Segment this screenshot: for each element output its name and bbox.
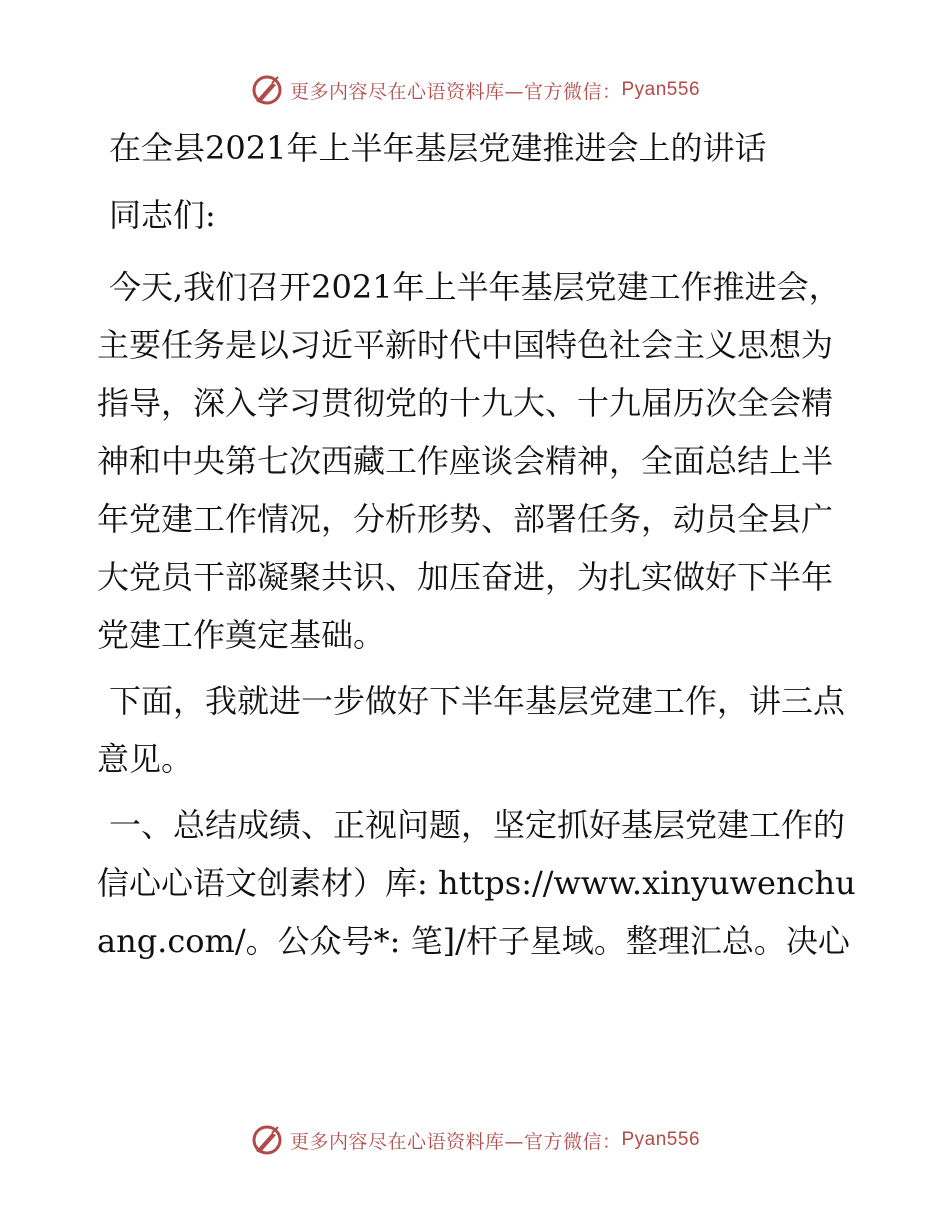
greeting: 同志们: <box>109 196 216 234</box>
document-title: 在全县2021年上半年基层党建推进会上的讲话 <box>109 129 767 167</box>
paragraph-outline: 下面，我就进一步做好下半年基层党建工作，讲三点意见。 <box>97 682 846 778</box>
paragraph-section-one: 一、总结成绩、正视问题，坚定抓好基层党建工作的信心心语文创素材）库: https://www.xinyuwenchuang.com/。公众号*: 笔]/杆子星域。整理汇总。决心 <box>97 806 856 960</box>
footer-watermark <box>0 1120 950 1160</box>
watermark-text: 更多内容尽在心语资料库—官方微信： <box>289 80 622 103</box>
pen-logo-icon <box>250 1123 284 1157</box>
paragraph-intro: 今天,我们召开2021年上半年基层党建工作推进会，主要任务是以习近平新时代中国特色社会主义思想为指导，深入学习贯彻党的十九大、十九届历次全会精神和中央第七次西藏工作座谈会精神，全面总结上半年党建工作情况，分析形势、部署任务，动员全县广大党员干部凝聚共识、加压奋进，为扎实做好下半年党建工作奠定基础。 <box>97 268 841 654</box>
pen-logo-icon <box>250 73 284 107</box>
wechat-id: Pyan556 <box>621 1129 701 1150</box>
header-watermark <box>0 70 950 110</box>
watermark-text: 更多内容尽在心语资料库—官方微信： <box>289 1130 622 1153</box>
document-body <box>97 122 857 978</box>
wechat-id: Pyan556 <box>621 79 701 100</box>
